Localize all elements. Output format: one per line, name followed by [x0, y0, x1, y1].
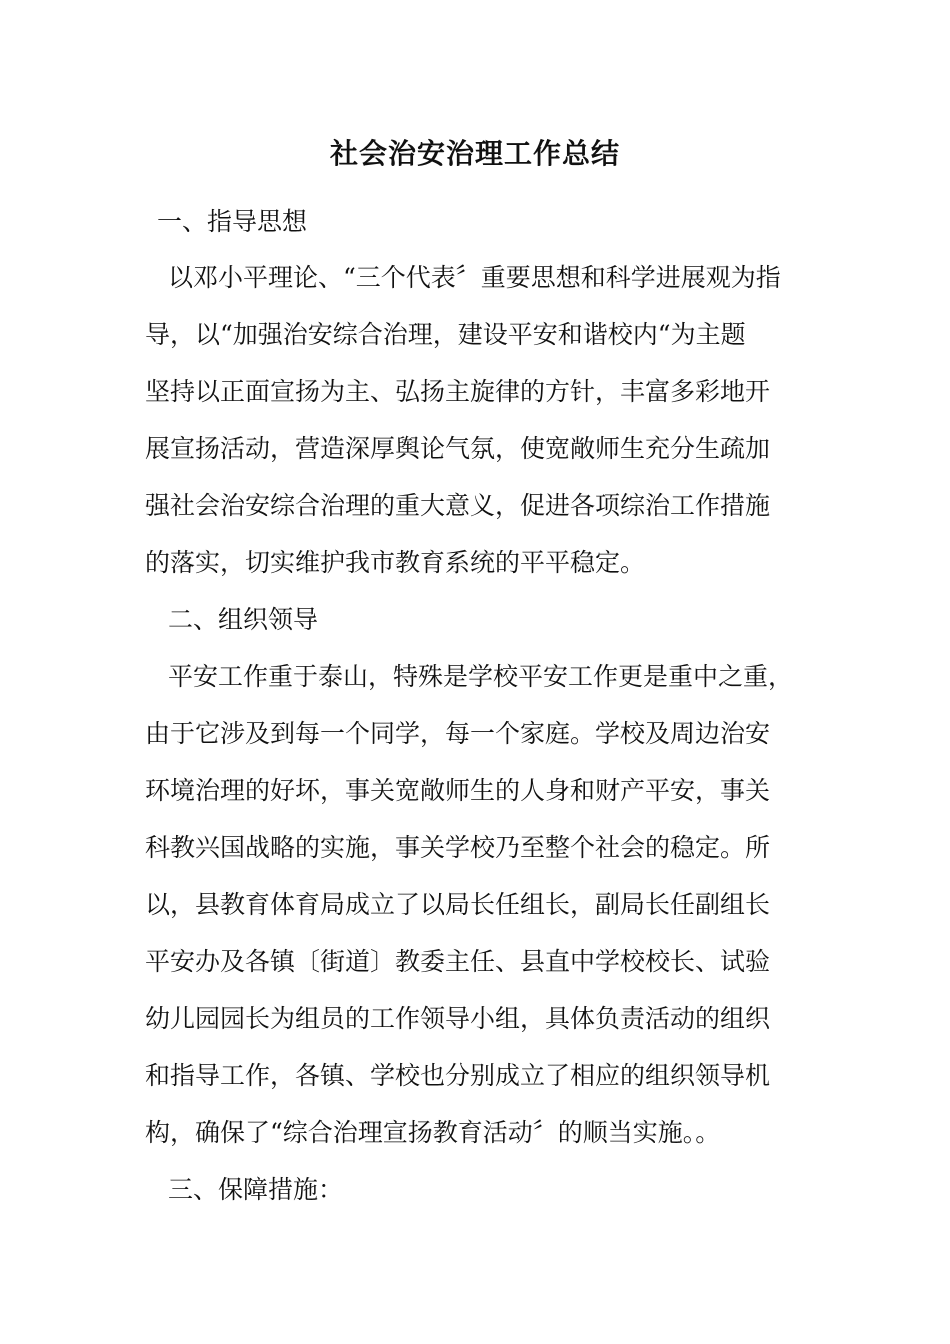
section-heading-safeguards: 三、保障措施：: [168, 1175, 344, 1204]
paragraph-line: 展宣扬活动，营造深厚舆论气氛，使宽敞师生充分生疏加: [145, 434, 771, 463]
paragraph-line: 强社会治安综合治理的重大意义，促进各项综治工作措施: [145, 491, 771, 520]
paragraph-line: 坚持以正面宣扬为主、弘扬主旋律的方针，丰富多彩地开: [145, 377, 771, 406]
document-title: 社会治安治理工作总结: [329, 137, 620, 170]
paragraph-line: 构，确保了“综合治理宣扬教育活动〞的顺当实施。。: [145, 1118, 721, 1147]
paragraph-line: 平安工作重于泰山，特殊是学校平安工作更是重中之重，: [168, 662, 794, 691]
paragraph-line: 导，以“加强治安综合治理，建设平安和谐校内“为主题: [145, 320, 746, 349]
paragraph-line: 以邓小平理论、“三个代表〞重要思想和科学进展观为指: [168, 263, 781, 292]
paragraph-line: 由于它涉及到每一个同学，每一个家庭。学校及周边治安: [145, 719, 771, 748]
paragraph-line: 的落实，切实维护我市教育系统的平平稳定。: [145, 548, 646, 577]
paragraph-line: 环境治理的好坏，事关宽敞师生的人身和财产平安，事关: [145, 776, 771, 805]
paragraph-line: 平安办及各镇〔街道〕教委主任、县直中学校校长、试验: [145, 947, 771, 976]
paragraph-line: 幼儿园园长为组员的工作领导小组，具体负责活动的组织: [145, 1004, 771, 1033]
paragraph-line: 科教兴国战略的实施，事关学校乃至整个社会的稳定。所: [145, 833, 771, 862]
paragraph-line: 和指导工作，各镇、学校也分别成立了相应的组织领导机: [145, 1061, 771, 1090]
section-heading-guiding-thought: 一、指导思想: [157, 207, 308, 236]
section-heading-organization: 二、组织领导: [168, 605, 319, 634]
paragraph-line: 以，县教育体育局成立了以局长任组长，副局长任副组长: [145, 890, 771, 919]
